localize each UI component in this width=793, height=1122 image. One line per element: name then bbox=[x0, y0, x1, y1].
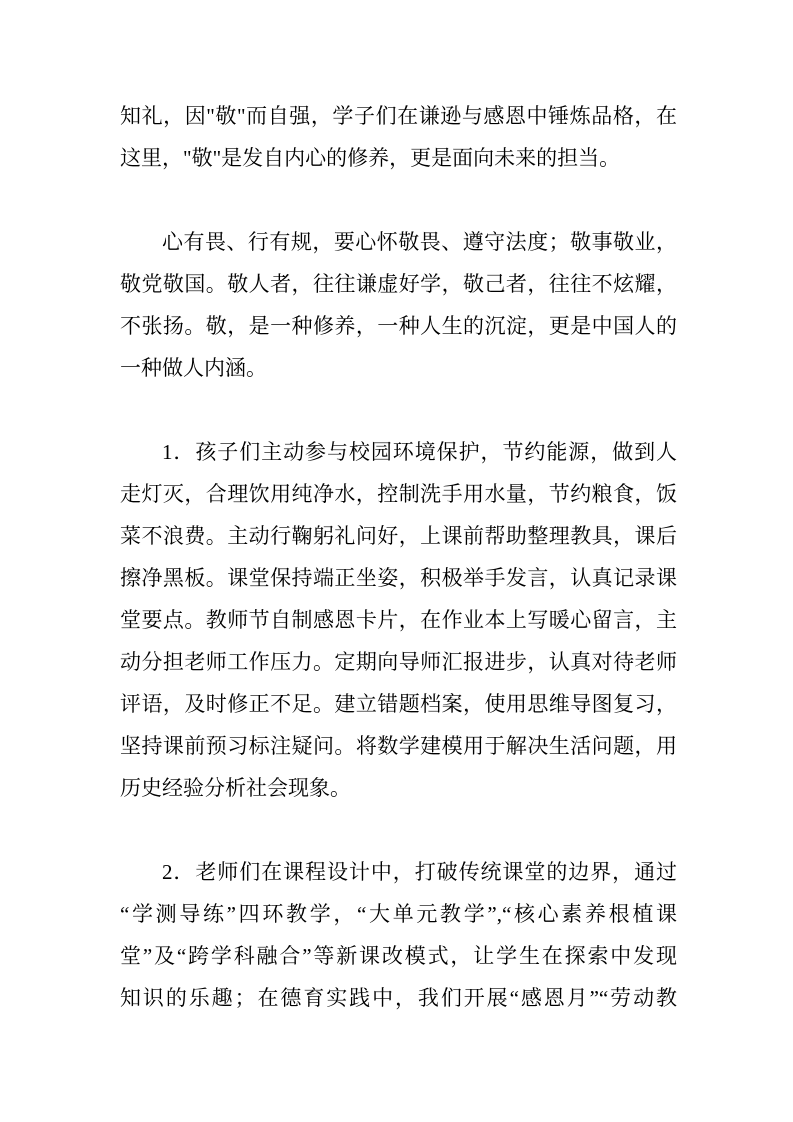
paragraph bbox=[120, 95, 677, 179]
paragraph bbox=[120, 851, 677, 1019]
text-line: 2．老师们在课程设计中，打破传统课堂的边界，通过 bbox=[162, 860, 677, 884]
text-line: 知礼，因"敬"而自强，学子们在谦逊与感恩中锤炼品格，在 bbox=[120, 104, 677, 128]
text-line: 历史经验分析社会现象。 bbox=[120, 776, 351, 800]
paragraph bbox=[120, 431, 677, 809]
text-line: 知识的乐趣；在德育实践中，我们开展“感恩月”“劳动教 bbox=[120, 986, 677, 1010]
text-line: 敬党敬国。敬人者，往往谦虚好学，敬己者，往往不炫耀， bbox=[120, 272, 677, 296]
text-line: 1．孩子们主动参与校园环境保护，节约能源，做到人 bbox=[162, 440, 677, 464]
text-line: 一种做人内涵。 bbox=[120, 356, 267, 380]
text-line: 菜不浪费。主动行鞠躬礼问好，上课前帮助整理教具，课后 bbox=[120, 524, 677, 548]
paragraph bbox=[120, 221, 677, 389]
text-line: 动分担老师工作压力。定期向导师汇报进步，认真对待老师 bbox=[120, 650, 677, 674]
text-line: 评语，及时修正不足。建立错题档案，使用思维导图复习， bbox=[120, 692, 677, 716]
text-line: 堂要点。教师节自制感恩卡片，在作业本上写暖心留言，主 bbox=[120, 608, 677, 632]
text-line: 这里，"敬"是发自内心的修养，更是面向未来的担当。 bbox=[120, 146, 621, 170]
text-line: 堂”及“跨学科融合”等新课改模式，让学生在探索中发现 bbox=[120, 944, 677, 968]
text-line: 不张扬。敬，是一种修养，一种人生的沉淀，更是中国人的 bbox=[120, 314, 677, 338]
text-line: “学测导练”四环教学，“大单元教学”,“核心素养根植课 bbox=[120, 902, 677, 926]
text-line: 擦净黑板。课堂保持端正坐姿，积极举手发言，认真记录课 bbox=[120, 566, 677, 590]
text-line: 走灯灭，合理饮用纯净水，控制洗手用水量，节约粮食，饭 bbox=[120, 482, 677, 506]
text-line: 坚持课前预习标注疑问。将数学建模用于解决生活问题，用 bbox=[120, 734, 677, 758]
text-line: 心有畏、行有规，要心怀敬畏、遵守法度；敬事敬业， bbox=[162, 230, 677, 254]
